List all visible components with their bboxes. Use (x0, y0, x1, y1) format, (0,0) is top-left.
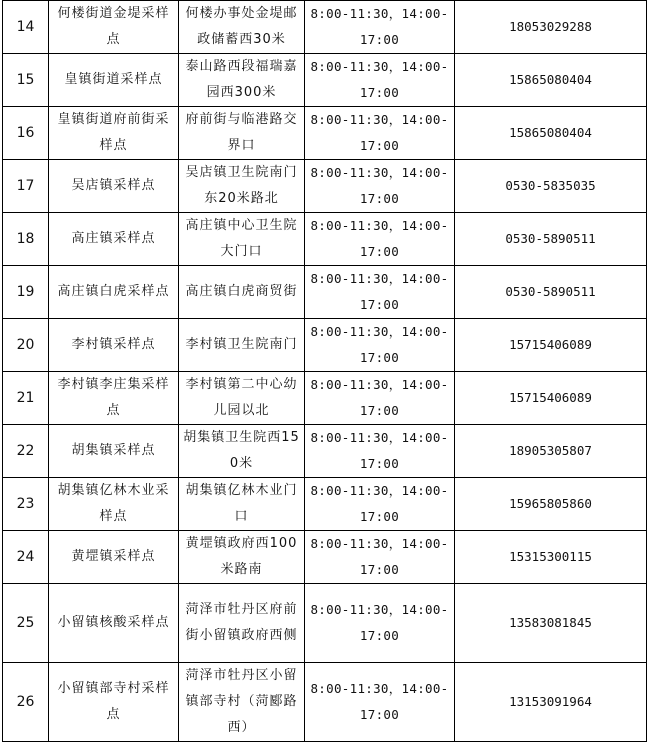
seq-cell: 18 (3, 213, 49, 266)
phone-cell: 18053029288 (455, 1, 647, 54)
table-row (3, 213, 647, 266)
site-name-cell: 李村镇采样点 (49, 319, 179, 372)
address-cell: 高庄镇白虎商贸街 (179, 266, 305, 319)
site-name-cell: 李村镇李庄集采样点 (49, 372, 179, 425)
hours-cell: 8:00-11:30，14:00-17:00 (305, 213, 455, 266)
site-name-cell: 胡集镇采样点 (49, 425, 179, 478)
table-body (3, 1, 647, 742)
table-row (3, 425, 647, 478)
address-cell: 何楼办事处金堤邮政储蓄西30米 (179, 1, 305, 54)
phone-cell: 13153091964 (455, 663, 647, 742)
site-name-cell: 皇镇街道府前街采样点 (49, 107, 179, 160)
phone-cell: 15315300115 (455, 531, 647, 584)
hours-cell: 8:00-11:30，14:00-17:00 (305, 319, 455, 372)
table-row (3, 372, 647, 425)
phone-cell: 13583081845 (455, 584, 647, 663)
hours-cell: 8:00-11:30，14:00-17:00 (305, 160, 455, 213)
table-row (3, 319, 647, 372)
address-cell: 李村镇卫生院南门 (179, 319, 305, 372)
site-name-cell: 黄堽镇采样点 (49, 531, 179, 584)
phone-cell: 15715406089 (455, 372, 647, 425)
table-row (3, 54, 647, 107)
seq-cell: 14 (3, 1, 49, 54)
site-name-cell: 高庄镇采样点 (49, 213, 179, 266)
site-name-cell: 吴店镇采样点 (49, 160, 179, 213)
site-name-cell: 小留镇核酸采样点 (49, 584, 179, 663)
seq-cell: 17 (3, 160, 49, 213)
table-row (3, 584, 647, 663)
table-row (3, 663, 647, 742)
phone-cell: 15965805860 (455, 478, 647, 531)
phone-cell: 18905305807 (455, 425, 647, 478)
address-cell: 吴店镇卫生院南门东20米路北 (179, 160, 305, 213)
seq-cell: 16 (3, 107, 49, 160)
hours-cell: 8:00-11:30，14:00-17:00 (305, 425, 455, 478)
address-cell: 府前街与临港路交界口 (179, 107, 305, 160)
phone-cell: 15715406089 (455, 319, 647, 372)
phone-cell: 0530-5890511 (455, 266, 647, 319)
seq-cell: 24 (3, 531, 49, 584)
seq-cell: 23 (3, 478, 49, 531)
address-cell: 菏泽市牡丹区小留镇部寺村（菏郾路西） (179, 663, 305, 742)
hours-cell: 8:00-11:30，14:00-17:00 (305, 663, 455, 742)
seq-cell: 26 (3, 663, 49, 742)
seq-cell: 15 (3, 54, 49, 107)
phone-cell: 0530-5890511 (455, 213, 647, 266)
site-name-cell: 胡集镇亿林木业采样点 (49, 478, 179, 531)
site-name-cell: 何楼街道金堤采样点 (49, 1, 179, 54)
hours-cell: 8:00-11:30，14:00-17:00 (305, 584, 455, 663)
site-name-cell: 小留镇部寺村采样点 (49, 663, 179, 742)
seq-cell: 22 (3, 425, 49, 478)
site-name-cell: 高庄镇白虎采样点 (49, 266, 179, 319)
hours-cell: 8:00-11:30，14:00-17:00 (305, 107, 455, 160)
seq-cell: 21 (3, 372, 49, 425)
address-cell: 高庄镇中心卫生院大门口 (179, 213, 305, 266)
hours-cell: 8:00-11:30，14:00-17:00 (305, 372, 455, 425)
hours-cell: 8:00-11:30，14:00-17:00 (305, 478, 455, 531)
phone-cell: 15865080404 (455, 107, 647, 160)
seq-cell: 19 (3, 266, 49, 319)
table-row (3, 266, 647, 319)
sampling-sites-table (2, 0, 647, 742)
seq-cell: 20 (3, 319, 49, 372)
phone-cell: 0530-5835035 (455, 160, 647, 213)
address-cell: 胡集镇卫生院西150米 (179, 425, 305, 478)
table-row (3, 107, 647, 160)
seq-cell: 25 (3, 584, 49, 663)
hours-cell: 8:00-11:30，14:00-17:00 (305, 1, 455, 54)
address-cell: 泰山路西段福瑞嘉园西300米 (179, 54, 305, 107)
table-row (3, 478, 647, 531)
address-cell: 黄堽镇政府西100米路南 (179, 531, 305, 584)
table-row (3, 160, 647, 213)
address-cell: 菏泽市牡丹区府前街小留镇政府西侧 (179, 584, 305, 663)
hours-cell: 8:00-11:30，14:00-17:00 (305, 266, 455, 319)
address-cell: 李村镇第二中心幼儿园以北 (179, 372, 305, 425)
hours-cell: 8:00-11:30，14:00-17:00 (305, 54, 455, 107)
site-name-cell: 皇镇街道采样点 (49, 54, 179, 107)
address-cell: 胡集镇亿林木业门口 (179, 478, 305, 531)
table-row (3, 531, 647, 584)
phone-cell: 15865080404 (455, 54, 647, 107)
hours-cell: 8:00-11:30，14:00-17:00 (305, 531, 455, 584)
table-row (3, 1, 647, 54)
